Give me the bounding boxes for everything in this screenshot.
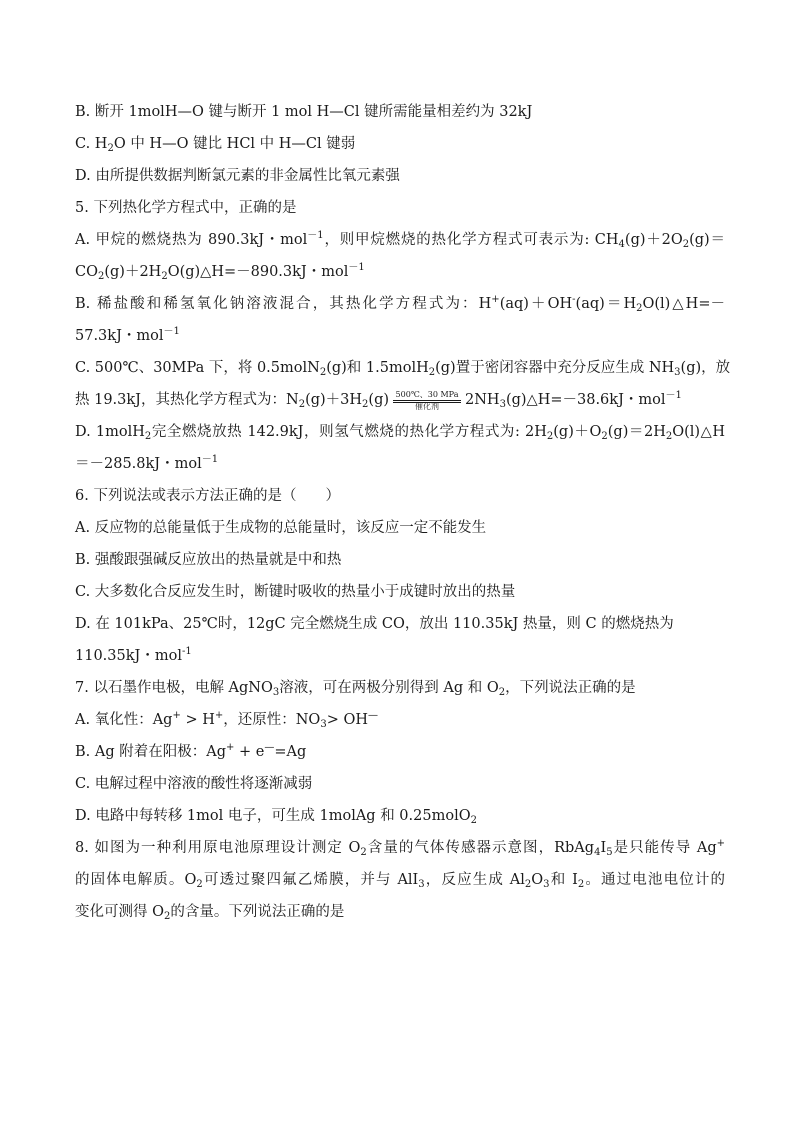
- option-a-q5-line1: A. 甲烷的燃烧热为 890.3kJ・mol$^{-1}$，则甲烷燃烧的热化学方程式可表示为: $CH_4(g)+2O_2(g)=$: [75, 230, 726, 250]
- option-c-q5-line1: C. 500℃、30MPa 下，将 0.5molN$_2$(g)和 1.5molH$_2$(g)置于密闭容器中充分反应生成 $NH_3(g)$，放: [75, 360, 731, 378]
- option-d-q6-line2: 110.35kJ・mol$^{-1}$: [75, 646, 192, 664]
- option-c-q5-line2: 热 19.3kJ，其热化学方程式为：$N_2(g)+3H_2(g)$ 500℃、30 MPa 催化剂 $2NH_3(g)\triangle H=-38.6kJ$・mol$^{-1}$: [75, 390, 682, 411]
- option-a-q6: A. 反应物的总能量低于生成物的总能量时，该反应一定不能发生: [75, 520, 487, 536]
- option-d-q5-line2: ＝－285.8kJ・mol$^{-1}$: [75, 454, 219, 472]
- option-c-q7: C. 电解过程中溶液的酸性将逐渐减弱: [75, 776, 313, 792]
- option-b-q7: B. Ag 附着在阳极：Ag+ + e—=Ag: [75, 742, 307, 760]
- option-a-q7: A. 氧化性：Ag+ > H+，还原性：$NO_3> OH^—$: [75, 710, 378, 730]
- option-a-q5-line2: $CO_2(g)+2H_2O(g)\triangle H=-890.3kJ$・mol$^{-1}$: [75, 262, 365, 282]
- option-c-q4: C. $H_2O$ 中 H—O 键比 HCl 中 H—Cl 键弱: [75, 136, 356, 154]
- question-5-stem: 5. 下列热化学方程式中，正确的是: [75, 200, 297, 216]
- option-b-q5-line2: 57.3kJ・mol$^{-1}$: [75, 326, 180, 344]
- question-8-stem-line2: 的固体电解质。$O_2$可透过聚四氟乙烯膜，并与 AlI$_3$，反应生成 $Al_2O_3$和 $I_2$。通过电池电位计的: [75, 872, 726, 890]
- reversible-arrow: 500℃、30 MPa 催化剂: [391, 390, 463, 410]
- option-d-q6-line1: D. 在 101kPa、25℃时，12gC 完全燃烧生成 CO，放出 110.35kJ 热量，则 C 的燃烧热为: [75, 616, 674, 632]
- question-8-stem-line1: 8. 如图为一种利用原电池原理设计测定 $O_2$含量的气体传感器示意图，$RbAg_4I_5$是只能传导 Ag+: [75, 838, 725, 858]
- option-c-q6: C. 大多数化合反应发生时，断键时吸收的热量小于成键时放出的热量: [75, 584, 516, 600]
- option-d-q7: D. 电路中每转移 1mol 电子，可生成 1molAg 和 0.25molO$_2$: [75, 808, 477, 826]
- option-d-q5-line1: D. 1molH$_2$完全燃烧放热 142.9kJ，则氢气燃烧的热化学方程式为: $2H_2(g)+O_2(g)=2H_2O(l)\triangle H$: [75, 424, 726, 442]
- question-7-stem: 7. 以石墨作电极，电解 AgNO$_3$溶液，可在两极分别得到 Ag 和 $O_2$，下列说法正确的是: [75, 680, 636, 698]
- option-b-q4: B. 断开 1molH—O 键与断开 1 mol H—Cl 键所需能量相差约为 32kJ: [75, 104, 533, 120]
- option-d-q4: D. 由所提供数据判断氯元素的非金属性比氧元素强: [75, 168, 400, 184]
- option-b-q5-line1: B. 稀盐酸和稀氢氧化钠溶液混合，其热化学方程式为：$H^+(aq)+OH^-(aq)=H_2O(l)\triangle H=-$: [75, 294, 725, 314]
- option-b-q6: B. 强酸跟强碱反应放出的热量就是中和热: [75, 552, 342, 568]
- question-8-stem-line3: 变化可测得 $O_2$的含量。下列说法正确的是: [75, 904, 345, 922]
- question-6-stem: 6. 下列说法或表示方法正确的是（ ）: [75, 488, 340, 504]
